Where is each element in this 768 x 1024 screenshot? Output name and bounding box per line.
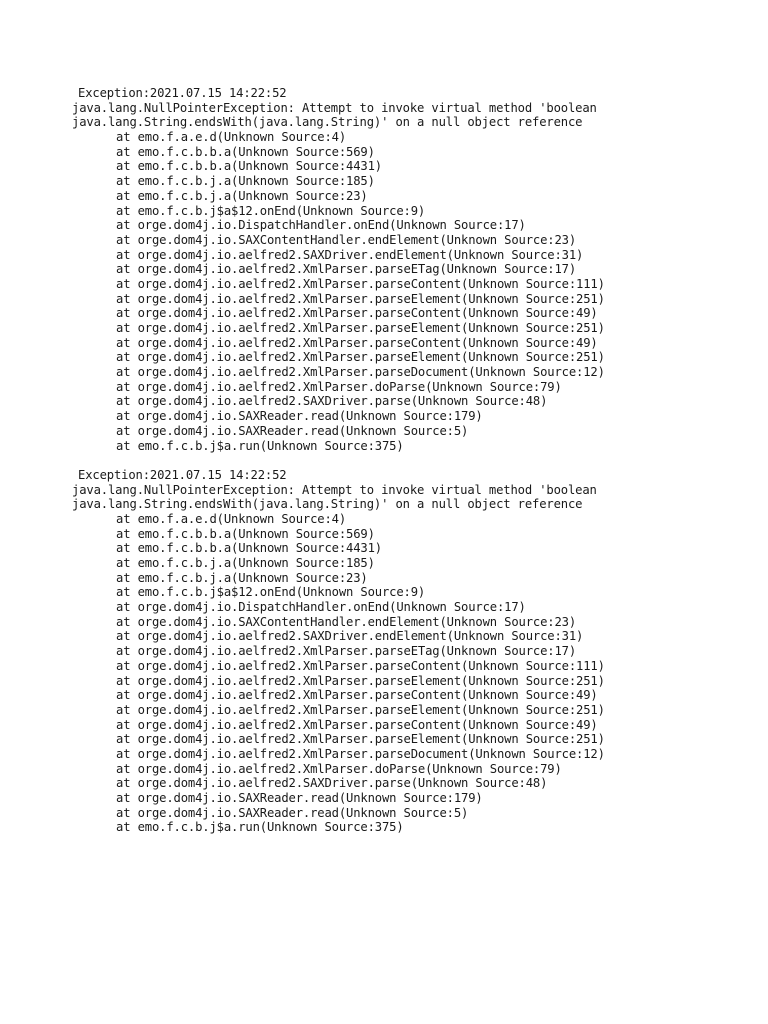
stack-frame: at emo.f.c.b.b.a(Unknown Source:569) <box>116 144 375 159</box>
stack-frame: at orge.dom4j.io.aelfred2.XmlParser.parseContent(Unknown Source:49) <box>116 335 598 350</box>
stack-frame: at orge.dom4j.io.aelfred2.SAXDriver.endElement(Unknown Source:31) <box>116 629 584 644</box>
stack-frame: at orge.dom4j.io.SAXContentHandler.endElement(Unknown Source:23) <box>116 232 576 247</box>
stack-frame: at orge.dom4j.io.SAXReader.read(Unknown Source:5) <box>116 805 469 820</box>
stack-frame: at emo.f.c.b.j$a$12.onEnd(Unknown Source:9) <box>116 203 426 218</box>
stack-frame: at orge.dom4j.io.DispatchHandler.onEnd(Unknown Source:17) <box>116 600 526 615</box>
exception-message-line: java.lang.NullPointerException: Attempt to invoke virtual method 'boolean <box>72 482 597 497</box>
exception-block-1 <box>72 86 752 453</box>
stack-frame: at orge.dom4j.io.aelfred2.XmlParser.parseDocument(Unknown Source:12) <box>116 365 605 380</box>
stack-frame: at orge.dom4j.io.SAXContentHandler.endElement(Unknown Source:23) <box>116 614 576 629</box>
stack-frame: at emo.f.a.e.d(Unknown Source:4) <box>116 511 346 526</box>
stack-frame: at orge.dom4j.io.aelfred2.SAXDriver.parse(Unknown Source:48) <box>116 394 548 409</box>
stack-frame: at orge.dom4j.io.DispatchHandler.onEnd(Unknown Source:17) <box>116 218 526 233</box>
stack-frame: at orge.dom4j.io.aelfred2.XmlParser.parseContent(Unknown Source:49) <box>116 688 598 703</box>
exception-header: Exception:2021.07.15 14:22:52 <box>78 467 287 482</box>
stack-frame: at emo.f.a.e.d(Unknown Source:4) <box>116 130 346 145</box>
stack-frame: at emo.f.c.b.j.a(Unknown Source:23) <box>116 188 368 203</box>
stack-frame: at orge.dom4j.io.aelfred2.XmlParser.parseContent(Unknown Source:111) <box>116 276 605 291</box>
stack-frame: at orge.dom4j.io.aelfred2.SAXDriver.parse(Unknown Source:48) <box>116 776 548 791</box>
stack-frame: at emo.f.c.b.j.a(Unknown Source:23) <box>116 570 368 585</box>
stack-frame: at orge.dom4j.io.aelfred2.XmlParser.parseETag(Unknown Source:17) <box>116 644 576 659</box>
exception-block-2 <box>72 468 752 835</box>
stack-frame: at orge.dom4j.io.aelfred2.XmlParser.parseElement(Unknown Source:251) <box>116 702 605 717</box>
stack-frame: at emo.f.c.b.b.a(Unknown Source:569) <box>116 526 375 541</box>
stack-frame: at orge.dom4j.io.aelfred2.XmlParser.parseElement(Unknown Source:251) <box>116 321 605 335</box>
stack-frame: at orge.dom4j.io.SAXReader.read(Unknown Source:5) <box>116 423 469 438</box>
stack-frame: at emo.f.c.b.b.a(Unknown Source:4431) <box>116 541 382 556</box>
stack-frame: at orge.dom4j.io.aelfred2.XmlParser.doParse(Unknown Source:79) <box>116 379 562 394</box>
stack-frame: at emo.f.c.b.j$a.run(Unknown Source:375) <box>116 438 404 453</box>
stack-frame: at orge.dom4j.io.aelfred2.SAXDriver.endElement(Unknown Source:31) <box>116 247 584 262</box>
stack-frame: at orge.dom4j.io.aelfred2.XmlParser.parseElement(Unknown Source:251) <box>116 291 605 306</box>
stack-frame: at orge.dom4j.io.aelfred2.XmlParser.parseETag(Unknown Source:17) <box>116 262 576 277</box>
stack-frame: at orge.dom4j.io.aelfred2.XmlParser.parseElement(Unknown Source:251) <box>116 350 605 365</box>
stack-frame: at emo.f.c.b.j$a$12.onEnd(Unknown Source:9) <box>116 585 426 600</box>
stack-frame: at orge.dom4j.io.aelfred2.XmlParser.parseElement(Unknown Source:251) <box>116 732 605 747</box>
stack-frame: at orge.dom4j.io.aelfred2.XmlParser.doParse(Unknown Source:79) <box>116 761 562 776</box>
stack-frame: at emo.f.c.b.j.a(Unknown Source:185) <box>116 174 375 189</box>
stack-frame: at orge.dom4j.io.aelfred2.XmlParser.parseElement(Unknown Source:251) <box>116 673 605 688</box>
stack-frame: at orge.dom4j.io.aelfred2.XmlParser.parseContent(Unknown Source:49) <box>116 306 598 321</box>
exception-log <box>72 86 752 835</box>
exception-header: Exception:2021.07.15 14:22:52 <box>78 86 287 100</box>
exception-message-line: java.lang.String.endsWith(java.lang.String)' on a null object reference <box>72 115 583 130</box>
exception-message-line: java.lang.String.endsWith(java.lang.String)' on a null object reference <box>72 497 583 512</box>
exception-message-line: java.lang.NullPointerException: Attempt to invoke virtual method 'boolean <box>72 100 597 115</box>
stack-frame: at emo.f.c.b.b.a(Unknown Source:4431) <box>116 159 382 174</box>
stack-frame: at orge.dom4j.io.aelfred2.XmlParser.parseDocument(Unknown Source:12) <box>116 746 605 761</box>
stack-frame: at emo.f.c.b.j.a(Unknown Source:185) <box>116 556 375 570</box>
stack-frame: at emo.f.c.b.j$a.run(Unknown Source:375) <box>116 820 404 835</box>
stack-frame: at orge.dom4j.io.aelfred2.XmlParser.parseContent(Unknown Source:111) <box>116 658 605 673</box>
stack-frame: at orge.dom4j.io.SAXReader.read(Unknown Source:179) <box>116 791 483 805</box>
stack-frame: at orge.dom4j.io.SAXReader.read(Unknown Source:179) <box>116 409 483 424</box>
stack-frame: at orge.dom4j.io.aelfred2.XmlParser.parseContent(Unknown Source:49) <box>116 717 598 732</box>
